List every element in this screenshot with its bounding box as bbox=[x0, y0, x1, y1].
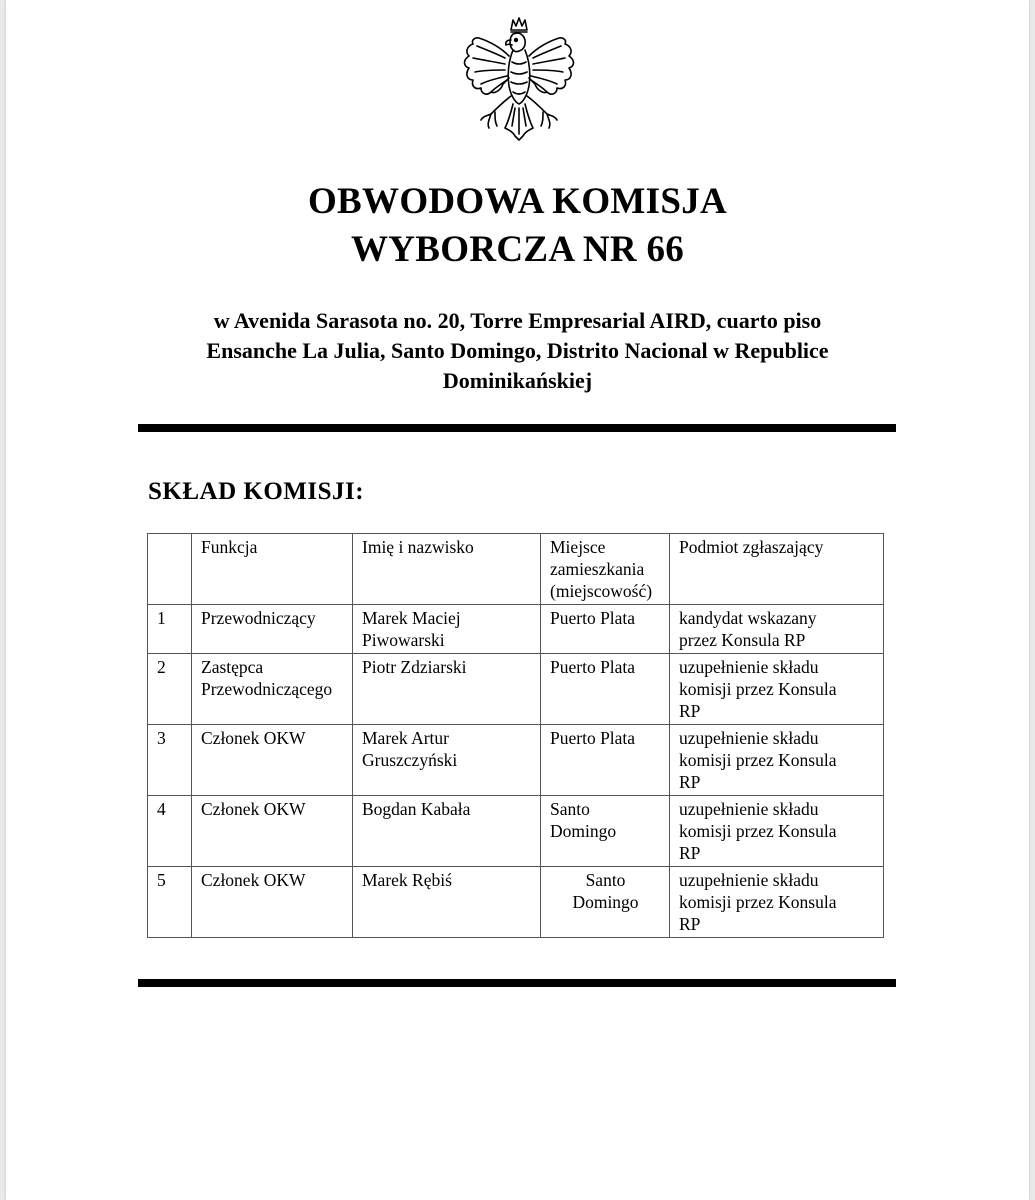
row-entity-line-2: komisji przez Konsula bbox=[679, 821, 837, 841]
table-row bbox=[148, 867, 884, 938]
row-name bbox=[353, 867, 541, 938]
table-row bbox=[148, 654, 884, 725]
row-residence bbox=[541, 605, 670, 654]
row-function-line-1: Członek OKW bbox=[201, 799, 306, 819]
row-number: 1 bbox=[148, 605, 192, 654]
row-nominating-entity bbox=[670, 867, 884, 938]
row-name-line-1: Marek Artur bbox=[362, 728, 449, 748]
row-function bbox=[192, 654, 353, 725]
section-title: SKŁAD KOMISJI: bbox=[148, 478, 365, 505]
row-entity-line-1: kandydat wskazany bbox=[679, 608, 817, 628]
table-row bbox=[148, 605, 884, 654]
row-residence-line-1: Santo bbox=[550, 799, 590, 819]
row-name-line-1: Marek Rębiś bbox=[362, 870, 452, 890]
document-page bbox=[6, 0, 1029, 1200]
row-name-line-2: Gruszczyński bbox=[362, 750, 458, 770]
row-residence-line-1: Puerto Plata bbox=[550, 657, 636, 677]
header-nominating-entity: Podmiot zgłaszający bbox=[670, 534, 884, 605]
row-entity-line-3: RP bbox=[679, 701, 701, 721]
row-residence-line-1: Puerto Plata bbox=[550, 728, 636, 748]
row-entity-line-2: komisji przez Konsula bbox=[679, 750, 837, 770]
row-entity-line-1: uzupełnienie składu bbox=[679, 870, 819, 890]
row-residence bbox=[541, 796, 670, 867]
address-line-1: w Avenida Sarasota no. 20, Torre Empresarial AIRD, cuarto piso bbox=[213, 308, 822, 333]
header-residence-line-1: Miejsce bbox=[550, 537, 606, 557]
row-entity-line-1: uzupełnienie składu bbox=[679, 799, 819, 819]
header-function: Funkcja bbox=[192, 534, 353, 605]
polish-eagle-emblem bbox=[457, 16, 581, 142]
header-number bbox=[148, 534, 192, 605]
row-entity-line-1: uzupełnienie składu bbox=[679, 728, 819, 748]
header-name: Imię i nazwisko bbox=[353, 534, 541, 605]
row-function bbox=[192, 605, 353, 654]
row-entity-line-3: RP bbox=[679, 772, 701, 792]
row-residence-line-1: Puerto Plata bbox=[550, 608, 636, 628]
row-residence-line-2: Domingo bbox=[550, 821, 617, 841]
row-function bbox=[192, 725, 353, 796]
committee-title-line-2: WYBORCZA NR 66 bbox=[350, 229, 685, 270]
row-residence bbox=[541, 867, 670, 938]
bottom-divider bbox=[138, 979, 896, 987]
top-divider bbox=[138, 424, 896, 432]
committee-title-line-1: OBWODOWA KOMISJA bbox=[307, 181, 728, 222]
row-entity-line-1: uzupełnienie składu bbox=[679, 657, 819, 677]
address-line-2: Ensanche La Julia, Santo Domingo, Distrito Nacional w Republice bbox=[206, 338, 829, 363]
row-nominating-entity bbox=[670, 654, 884, 725]
row-nominating-entity bbox=[670, 725, 884, 796]
row-name bbox=[353, 725, 541, 796]
row-name bbox=[353, 605, 541, 654]
row-number: 3 bbox=[148, 725, 192, 796]
row-function-line-1: Przewodniczący bbox=[201, 608, 316, 628]
row-function-line-1: Zastępca bbox=[201, 657, 264, 677]
row-entity-line-2: komisji przez Konsula bbox=[679, 892, 837, 912]
header-residence-line-2: zamieszkania bbox=[550, 559, 645, 579]
row-number: 2 bbox=[148, 654, 192, 725]
row-number: 4 bbox=[148, 796, 192, 867]
row-name-line-1: Bogdan Kabała bbox=[362, 799, 471, 819]
table-row bbox=[148, 796, 884, 867]
row-function-line-1: Członek OKW bbox=[201, 870, 306, 890]
row-entity-line-2: komisji przez Konsula bbox=[679, 679, 837, 699]
row-nominating-entity bbox=[670, 796, 884, 867]
header-residence bbox=[541, 534, 670, 605]
row-entity-line-2: przez Konsula RP bbox=[679, 630, 806, 650]
row-function bbox=[192, 867, 353, 938]
row-residence bbox=[541, 654, 670, 725]
row-residence-line-2: Domingo bbox=[572, 892, 639, 912]
header-residence-line-3: (miejscowość) bbox=[550, 581, 653, 601]
row-entity-line-3: RP bbox=[679, 914, 701, 934]
table-header-row bbox=[148, 534, 884, 605]
row-function bbox=[192, 796, 353, 867]
committee-members-table bbox=[147, 533, 884, 938]
row-number: 5 bbox=[148, 867, 192, 938]
address-line-3: Dominikańskiej bbox=[442, 368, 593, 393]
table-row bbox=[148, 725, 884, 796]
row-name bbox=[353, 654, 541, 725]
row-residence-line-1: Santo bbox=[585, 870, 626, 890]
row-nominating-entity bbox=[670, 605, 884, 654]
row-name bbox=[353, 796, 541, 867]
row-function-line-1: Członek OKW bbox=[201, 728, 306, 748]
row-name-line-1: Marek Maciej bbox=[362, 608, 461, 628]
row-entity-line-3: RP bbox=[679, 843, 701, 863]
row-name-line-1: Piotr Zdziarski bbox=[362, 657, 467, 677]
row-function-line-2: Przewodniczącego bbox=[201, 679, 333, 699]
row-name-line-2: Piwowarski bbox=[362, 630, 445, 650]
row-residence bbox=[541, 725, 670, 796]
